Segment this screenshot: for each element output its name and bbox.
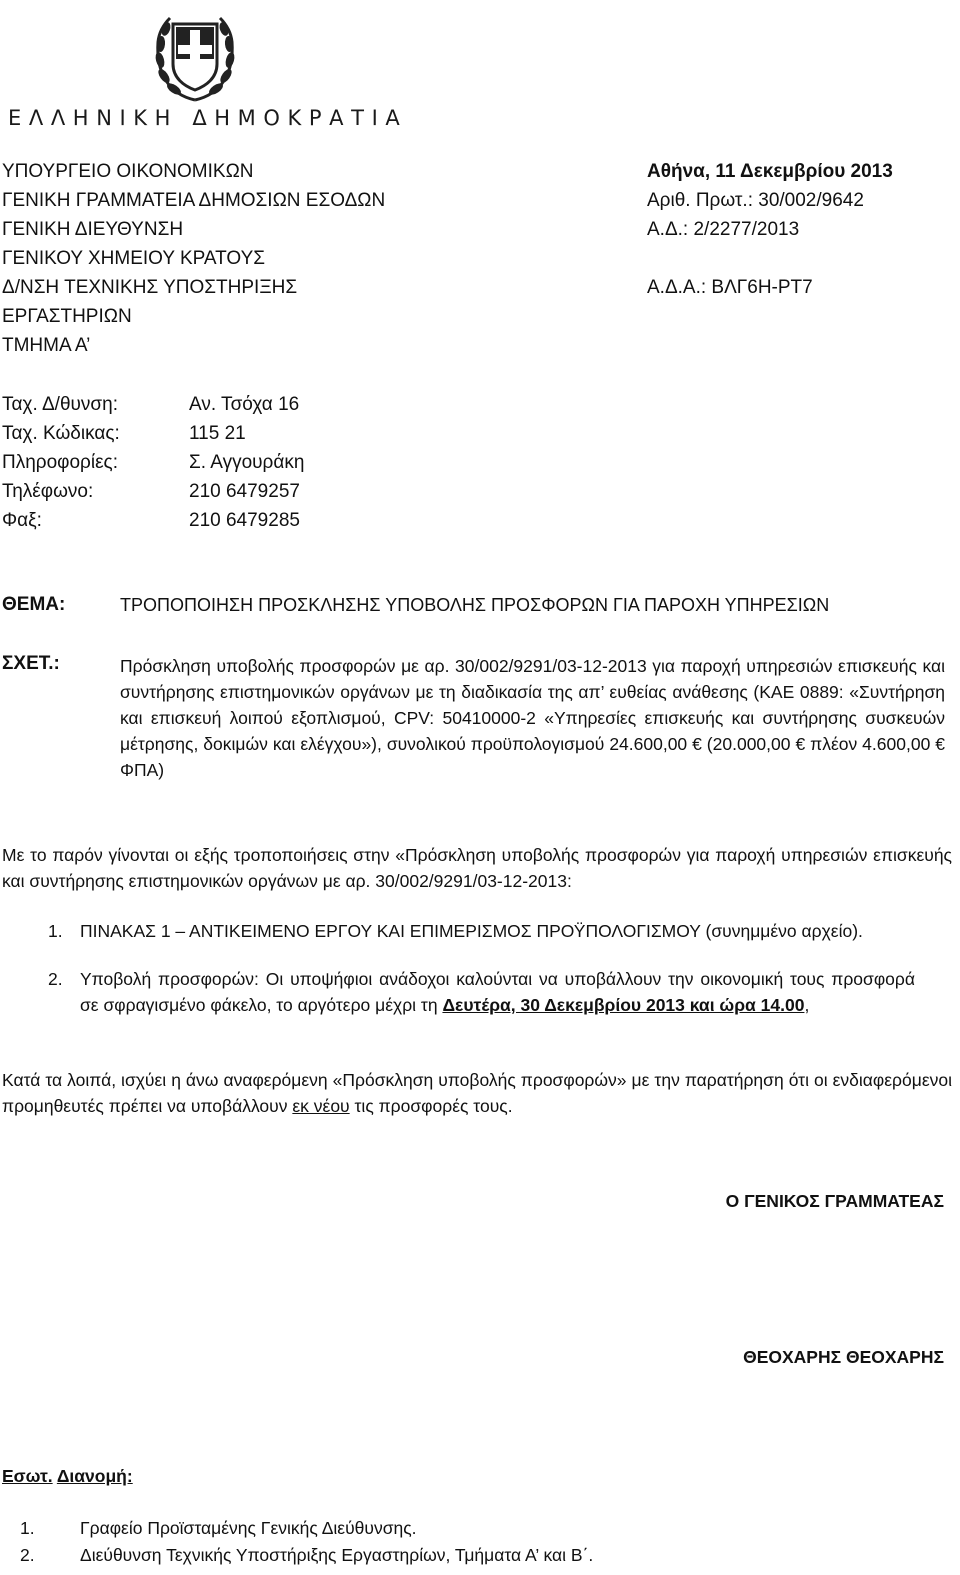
- distribution-number: 2.: [20, 1545, 35, 1565]
- sender-line: ΓΕΝΙΚΟΥ ΧΗΜΕΙΟΥ ΚΡΑΤΟΥΣ: [2, 248, 265, 269]
- closing-paragraph: [2, 1067, 952, 1119]
- sender-block: [2, 157, 385, 360]
- subject-label: ΘΕΜΑ:: [2, 594, 66, 615]
- contact-row: [2, 448, 502, 477]
- contact-label: Φαξ:: [2, 510, 42, 531]
- contact-row: [2, 506, 502, 535]
- distribution-label-part: Εσωτ.: [2, 1466, 53, 1486]
- contact-label: Τηλέφωνο:: [2, 481, 94, 502]
- distribution-item: Διεύθυνση Τεχνικής Υποστήριξης Εργαστηρίων, Τμήματα Α’ και Β΄.: [80, 1545, 594, 1565]
- contact-block: [2, 390, 502, 540]
- distribution-number: 1.: [20, 1518, 35, 1538]
- contact-value: 210 6479285: [189, 510, 300, 531]
- contact-value: Σ. Αγγουράκη: [189, 452, 305, 473]
- contact-label: Ταχ. Δ/θυνση:: [2, 394, 118, 415]
- distribution-item: Γραφείο Προϊσταμένης Γενικής Διεύθυνσης.: [80, 1518, 417, 1538]
- sender-line: ΓΕΝΙΚΗ ΔΙΕΥΘΥΝΣΗ: [2, 219, 184, 240]
- sender-line: Δ/ΝΣΗ ΤΕΧΝΙΚΗΣ ΥΠΟΣΤΗΡΙΞΗΣ: [2, 277, 298, 298]
- contact-value: 115 21: [189, 423, 246, 444]
- subject-text: ΤΡΟΠΟΠΟΙΗΣΗ ΠΡΟΣΚΛΗΣΗΣ ΥΠΟΒΟΛΗΣ ΠΡΟΣΦΟΡΩΝ ΓΙΑ ΠΑΡΟΧΗ ΥΠΗΡΕΣΙΩΝ: [120, 595, 830, 615]
- distribution-label-part: Διανομή:: [56, 1466, 133, 1486]
- contact-label: Πληροφορίες:: [2, 452, 118, 473]
- sender-line: ΕΡΓΑΣΤΗΡΙΩΝ: [2, 306, 132, 327]
- closing-text: Κατά τα λοιπά, ισχύει η άνω αναφερόμενη «Πρόσκληση υποβολής προσφορών» με την παρατήρηση ότι οι ενδιαφερόμενοι προμηθευτές πρέπει να υποβάλλουν: [2, 1070, 952, 1116]
- submission-deadline: Δευτέρα, 30 Δεκεμβρίου 2013 και ώρα 14.00: [442, 995, 805, 1015]
- change-tail: ,: [804, 995, 810, 1015]
- contact-label: Ταχ. Κώδικας:: [2, 423, 120, 444]
- distribution-label: [2, 1466, 133, 1487]
- change-number: 1.: [48, 921, 63, 941]
- contact-value: Αν. Τσόχα 16: [189, 394, 300, 415]
- contact-row: [2, 419, 502, 448]
- sender-line: ΓΕΝΙΚΗ ΓΡΑΜΜΑΤΕΙΑ ΔΗΜΟΣΙΩΝ ΕΣΟΔΩΝ: [2, 190, 386, 211]
- greek-coat-of-arms-icon: [150, 12, 240, 104]
- intro-paragraph: Με το παρόν γίνονται οι εξής τροποποιήσεις στην «Πρόσκληση υποβολής προσφορών για παροχή υπηρεσιών επισκευής και συντήρησης επιστημονικών οργάνων με αρ. 30/002/9291/03-12-2013:: [2, 845, 952, 891]
- document-date: Αθήνα, 11 Δεκεμβρίου 2013: [647, 161, 893, 182]
- contact-value: 210 6479257: [189, 481, 300, 502]
- contact-row: [2, 477, 502, 506]
- change-text: Υποβολή προσφορών: Οι υποψήφιοι ανάδοχοι καλούνται να υποβάλλουν την οικονομική τους προσφορά σε σφραγισμένο φάκελο, το αργότερο μέχρι τη: [80, 969, 915, 1015]
- change-item: [80, 966, 915, 1018]
- ad-number: Α.Δ.: 2/2277/2013: [647, 219, 800, 240]
- protocol-number: Αριθ. Πρωτ.: 30/002/9642: [647, 190, 864, 211]
- related-text: Πρόσκληση υποβολής προσφορών με αρ. 30/002/9291/03-12-2013 για παροχή υπηρεσιών επισκευής και συντήρησης επιστημονικών οργάνων με τη διαδικασία της απ’ ευθείας ανάθεσης (ΚΑΕ 0889: «Συντήρηση και επισκευή λοιπού εξοπλισμού, CPV: 50410000-2 «Υπηρεσίες επισκευής και συντήρησης συσκευών μέτρησης, δοκιμών και ελέγχου»), συνολικού προϋπολογισμού 24.600,00 € (20.000,00 € πλέον 4.600,00 € ΦΠΑ): [120, 656, 945, 780]
- ada-number: Α.Δ.Α.: ΒΛΓ6Η-ΡΤ7: [647, 277, 813, 298]
- closing-emphasis: εκ νέου: [292, 1096, 350, 1116]
- change-text: ΠΙΝΑΚΑΣ 1 – ΑΝΤΙΚΕΙΜΕΝΟ ΕΡΓΟΥ ΚΑΙ ΕΠΙΜΕΡΙΣΜΟΣ ΠΡΟΫΠΟΛΟΓΙΣΜΟΥ (συνημμένο αρχείο).: [80, 921, 863, 941]
- related-label: ΣΧΕΤ.:: [2, 653, 60, 674]
- republic-title: ΕΛΛΗΝΙΚΗ ΔΗΜΟΚΡΑΤΙΑ: [8, 106, 408, 130]
- reference-block: [647, 157, 893, 302]
- signatory-title: Ο ΓΕΝΙΚΟΣ ΓΡΑΜΜΑΤΕΑΣ: [725, 1191, 944, 1211]
- closing-text-end: τις προσφορές τους.: [354, 1096, 513, 1116]
- change-number: 2.: [48, 969, 63, 989]
- contact-row: [2, 390, 502, 419]
- sender-line: ΥΠΟΥΡΓΕΙΟ ΟΙΚΟΝΟΜΙΚΩΝ: [2, 161, 254, 182]
- sender-line: ΤΜΗΜΑ Α’: [2, 335, 91, 356]
- signatory-name: ΘΕΟΧΑΡΗΣ ΘΕΟΧΑΡΗΣ: [743, 1347, 944, 1367]
